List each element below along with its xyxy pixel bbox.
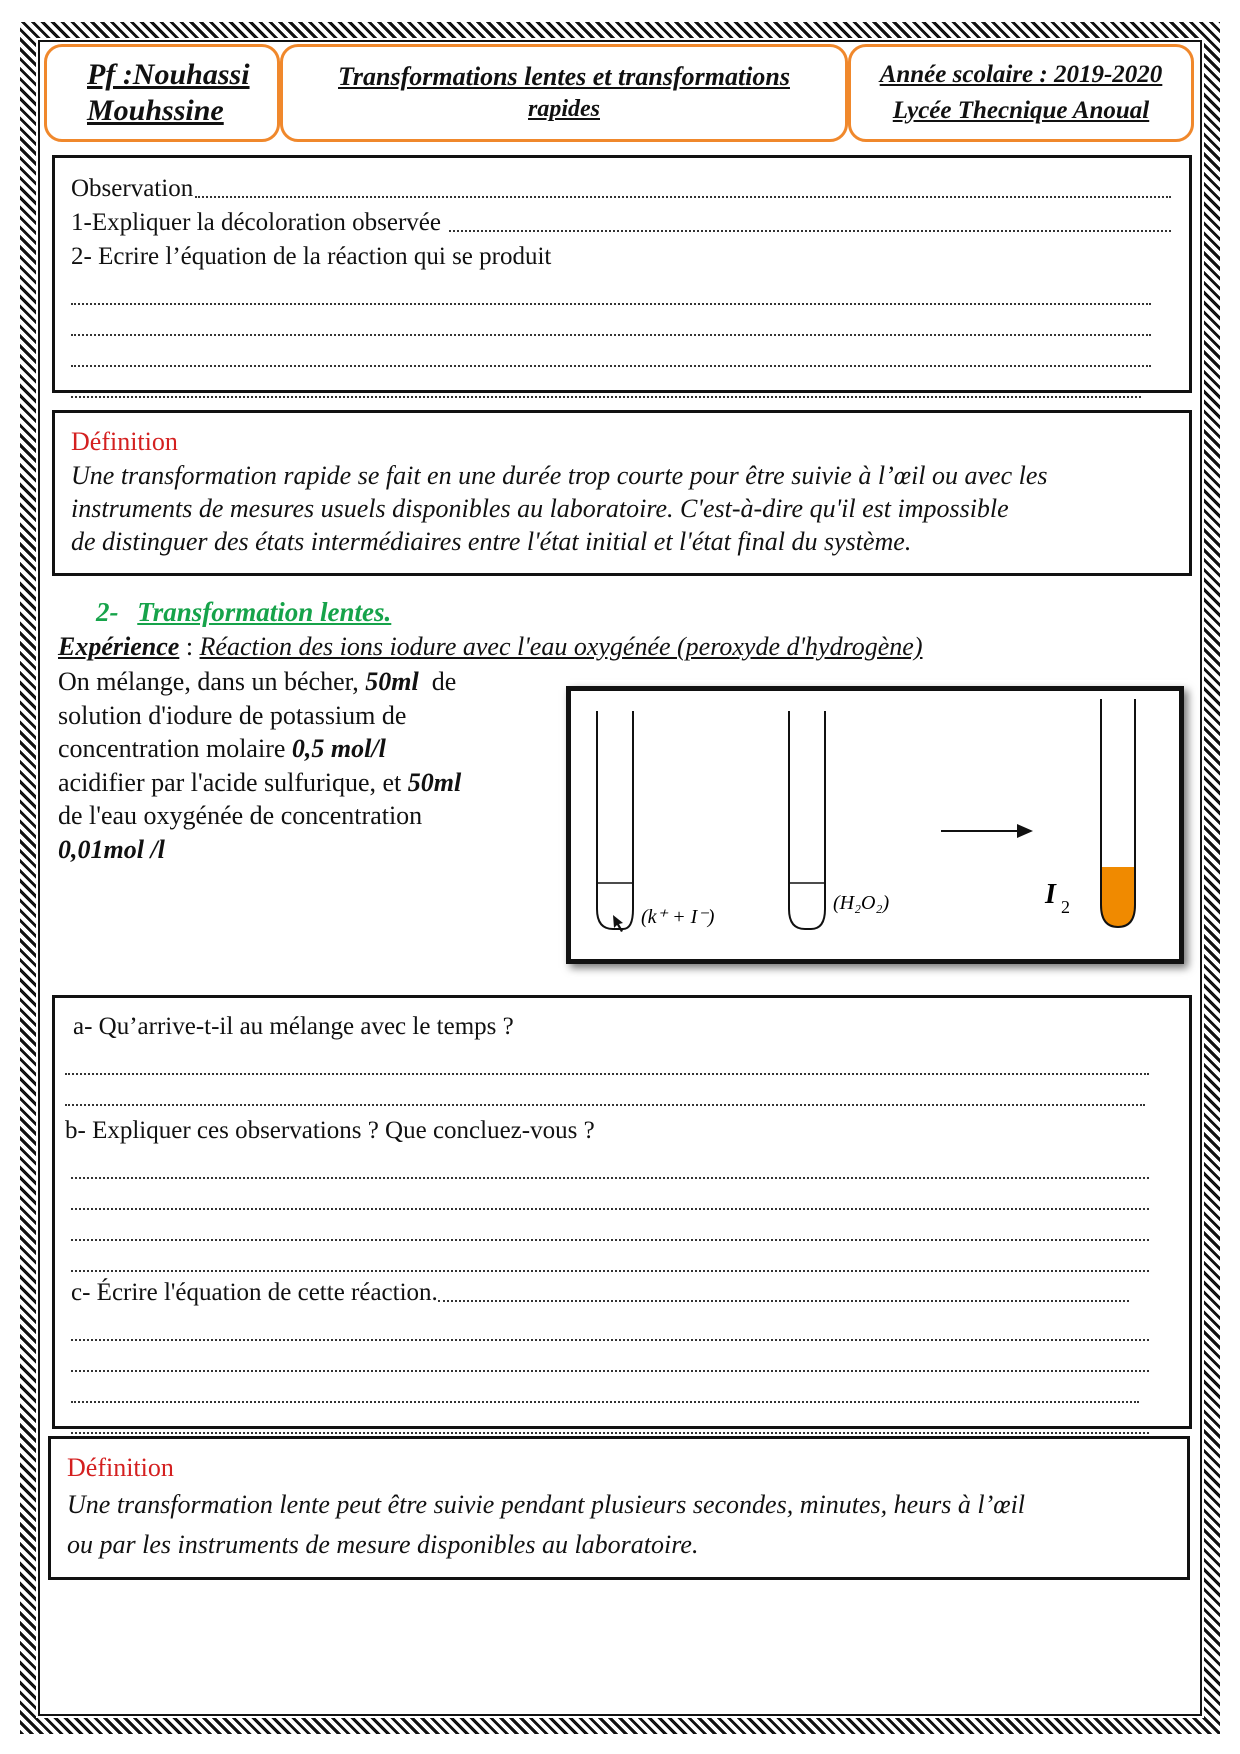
question-c: c- Écrire l'équation de cette réaction.	[71, 1279, 438, 1306]
section-2-heading	[96, 597, 391, 628]
answer-line	[65, 1075, 1145, 1106]
question-2: 2- Ecrire l’équation de la réaction qui se produit	[71, 243, 552, 270]
observation-label: Observation	[71, 175, 194, 202]
section-title: Transformation lentes.	[137, 597, 392, 627]
answer-line	[71, 367, 1141, 398]
experience-text	[58, 665, 461, 866]
header-school	[848, 44, 1194, 142]
concentration-2: 0,01mol /l	[58, 834, 165, 864]
test-tube-2	[789, 711, 825, 929]
answer-line	[71, 305, 1151, 336]
answer-line	[65, 1044, 1149, 1075]
answer-line	[438, 1276, 1129, 1302]
text-line: acidifier par l'acide sulfurique, et	[58, 767, 408, 797]
answer-line	[71, 1210, 1149, 1241]
figure-drawing	[571, 691, 1179, 959]
school-name: Lycée Thecnique Anoual	[892, 97, 1150, 124]
observation-row	[71, 172, 1171, 206]
answer-line	[449, 206, 1171, 232]
section-number: 2-	[96, 597, 119, 627]
arrow-head-icon	[1017, 824, 1033, 838]
definition-line: Une transformation lente peut être suivie pendant plusieurs secondes, minutes, heurs à l’œil	[67, 1490, 1026, 1519]
definition-line: instruments de mesures usuels disponibles au laboratoire. C'est-à-dire qu'il est impossible	[71, 494, 1009, 523]
text-line: On mélange, dans un bécher,	[58, 667, 366, 696]
answer-line	[71, 274, 1151, 305]
volume-2: 50ml	[407, 767, 462, 797]
definition-title: Définition	[67, 1453, 174, 1482]
text-line: de l'eau oxygénée de concentration	[58, 801, 423, 830]
question-b: b- Expliquer ces observations ? Que concluez-vous ?	[65, 1117, 595, 1144]
experiment-figure	[566, 686, 1184, 964]
answer-line	[71, 336, 1151, 367]
test-tube-1	[597, 711, 633, 929]
text-line: solution d'iodure de potassium de	[58, 700, 407, 730]
definition-lente-box	[48, 1436, 1190, 1580]
experience-description: Réaction des ions iodure avec l'eau oxygénée (peroxyde d'hydrogène)	[199, 632, 923, 661]
question-1: 1-Expliquer la décoloration observée	[71, 209, 441, 236]
answer-line	[71, 1241, 1149, 1272]
definition-rapide-box	[52, 410, 1192, 576]
tube-2-label: (H₂O₂)	[833, 892, 890, 914]
definition-title: Définition	[71, 427, 178, 456]
product-label: I	[1045, 879, 1056, 910]
experience-line	[58, 632, 922, 662]
observation-box	[52, 155, 1192, 393]
text-line: concentration molaire	[58, 734, 292, 763]
answer-line	[71, 1341, 1149, 1372]
experience-label: Expérience	[58, 632, 180, 661]
definition-line: ou par les instruments de mesure disponibles au laboratoire.	[67, 1530, 699, 1559]
answer-line	[71, 1148, 1149, 1179]
answer-line	[71, 1310, 1149, 1341]
answer-line	[71, 1179, 1149, 1210]
product-tube-liquid	[1101, 867, 1135, 927]
header-author	[44, 44, 280, 142]
definition-line: Une transformation rapide se fait en une durée trop courte pour être suivie à l’œil ou avec les	[71, 461, 1048, 490]
tube-1-label: (k⁺ + I⁻)	[641, 906, 715, 928]
question-c-row	[65, 1276, 1169, 1310]
title-line1: Transformations lentes et transformations	[338, 62, 790, 91]
answer-line	[71, 1372, 1139, 1403]
header-title	[280, 44, 848, 142]
definition-line: de distinguer des états intermédiaires entre l'état initial et l'état final du système.	[71, 527, 912, 556]
text-line: de	[418, 667, 457, 696]
volume-1: 50ml	[365, 667, 419, 696]
concentration-1: 0,5 mol/l	[291, 734, 386, 763]
author-line1: Pf :Nouhassi	[87, 58, 250, 91]
product-label-subscript: 2	[1061, 897, 1070, 917]
questions-box	[52, 995, 1192, 1429]
author-line2: Mouhssine	[87, 94, 224, 127]
answer-line	[71, 1403, 1149, 1434]
experience-colon: :	[179, 632, 200, 661]
question-a: a- Qu’arrive-t-il au mélange avec le temps ?	[73, 1013, 514, 1040]
title-line2: rapides	[528, 96, 600, 122]
school-year: Année scolaire : 2019-2020	[879, 61, 1163, 88]
question-1-row	[71, 206, 1171, 240]
answer-line	[195, 172, 1171, 198]
